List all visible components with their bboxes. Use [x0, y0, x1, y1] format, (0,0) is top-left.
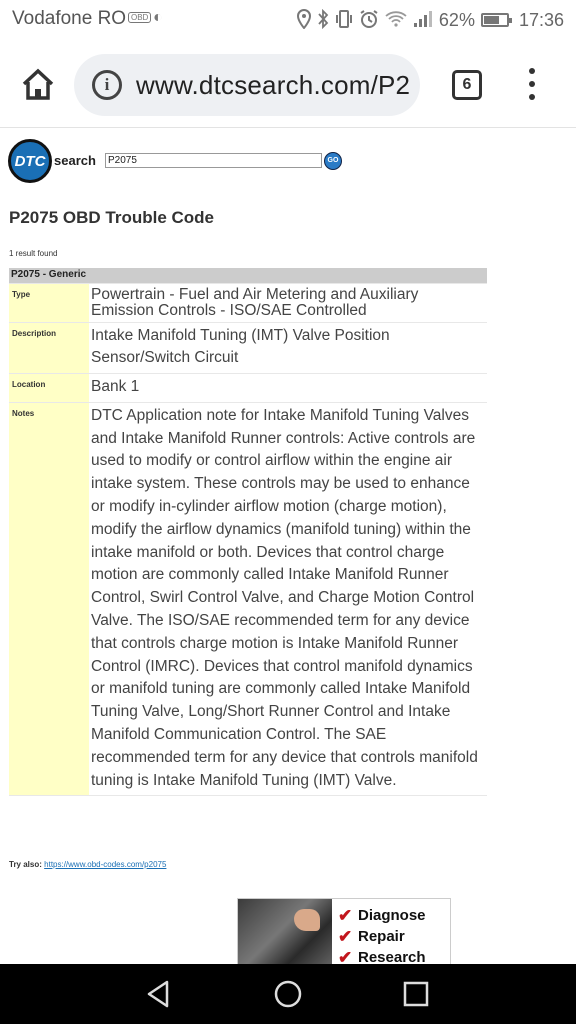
web-page: [0, 129, 576, 964]
search-input[interactable]: P2075: [105, 153, 322, 168]
try-also: [9, 860, 166, 869]
recents-button[interactable]: [400, 978, 432, 1010]
check-icon: ✔: [338, 926, 353, 946]
circle-home-icon: [272, 978, 304, 1010]
row-label: Notes: [9, 402, 89, 796]
row-value: Bank 1: [89, 374, 487, 403]
table-row-description: [9, 322, 487, 374]
square-recents-icon: [400, 978, 432, 1010]
clock: 17:36: [518, 9, 564, 30]
menu-dot: [529, 81, 535, 87]
row-value: Powertrain - Fuel and Air Metering and Auxiliary Emission Controls - ISO/SAE Controlled: [89, 283, 487, 322]
vibrate-icon: [335, 9, 353, 32]
ad-engine-image: [238, 899, 332, 964]
ad-list: [338, 905, 426, 964]
logo-search-label: search: [54, 153, 96, 168]
ad-banner[interactable]: [237, 898, 451, 964]
browser-toolbar: [0, 40, 576, 128]
ad-item: ✔ Diagnose: [338, 905, 426, 925]
code-details-table: [9, 268, 487, 796]
back-button[interactable]: [143, 978, 175, 1010]
table-header: P2075 - Generic: [9, 268, 487, 283]
overflow-menu-button[interactable]: [520, 66, 544, 102]
obd-codes-link[interactable]: https://www.obd-codes.com/p2075: [44, 860, 167, 869]
result-count: 1 result found: [9, 249, 58, 258]
home-nav-button[interactable]: [272, 978, 304, 1010]
table-header-row: [9, 268, 487, 283]
ad-item: ✔ Repair: [338, 926, 405, 946]
obd-icon: OBD: [128, 12, 151, 23]
status-icons: [297, 7, 564, 33]
row-label: Location: [9, 374, 89, 403]
logo-text: DTC: [14, 152, 46, 170]
messenger-icon: ◐: [153, 9, 163, 26]
back-icon: [143, 978, 175, 1010]
row-label: Description: [9, 322, 89, 374]
carrier-name: Vodafone RO: [12, 8, 127, 29]
row-value: Intake Manifold Tuning (IMT) Valve Position Sensor/Switch Circuit: [89, 322, 487, 374]
alarm-icon: [359, 9, 379, 32]
battery-icon: [481, 13, 509, 27]
go-button[interactable]: GO: [324, 152, 342, 170]
try-also-label: Try also:: [9, 860, 42, 869]
address-bar[interactable]: [74, 54, 420, 116]
bluetooth-icon: [317, 9, 329, 32]
row-value: DTC Application note for Intake Manifold Tuning Valves and Intake Manifold Runner controls: Active controls are used to modify or control airflow within the engine air intake system. These controls may be used to enhance or modify in-cylinder airflow motion (charge motion), modify the airflow dynamics (manifold tuning) within the intake manifold or both. Devices that control charge motion are commonly called Intake Manifold Runner Control, Swirl Control Valve, and Charge Motion Control Valve. The ISO/SAE recommended term for any device that controls charge motion is Intake Manifold Runner Control (IMRC). Devices that control manifold dynamics or manifold tuning are commonly called Intake Manifold Tuning Valve, Long/Short Runner Control and Intake Manifold Communication Control. The SAE recommended term for any device that controls manifold tuning is Intake Manifold Tuning (IMT) Valve.: [89, 402, 487, 796]
tab-switcher-button[interactable]: 6: [452, 70, 482, 100]
url-text[interactable]: www.dtcsearch.com/P2: [136, 70, 411, 100]
info-icon[interactable]: i: [92, 70, 122, 100]
battery-fill: [484, 16, 499, 24]
signal-icon: [413, 10, 433, 31]
home-button[interactable]: [18, 64, 58, 104]
wifi-icon: [385, 10, 407, 31]
menu-dot: [529, 94, 535, 100]
location-icon: [297, 9, 311, 32]
menu-dot: [529, 68, 535, 74]
table-row-notes: [9, 402, 487, 796]
android-nav-bar: [0, 964, 576, 1024]
check-icon: ✔: [338, 947, 353, 964]
row-label: Type: [9, 283, 89, 322]
table-row-location: [9, 374, 487, 403]
battery-percent: 62%: [438, 9, 475, 30]
dtc-logo[interactable]: [8, 139, 52, 183]
home-icon: [18, 64, 58, 104]
check-icon: ✔: [338, 905, 353, 925]
table-row-type: [9, 283, 487, 322]
page-title: P2075 OBD Trouble Code: [9, 208, 214, 227]
status-bar: [0, 0, 576, 40]
ad-item: ✔ Research: [338, 947, 426, 964]
